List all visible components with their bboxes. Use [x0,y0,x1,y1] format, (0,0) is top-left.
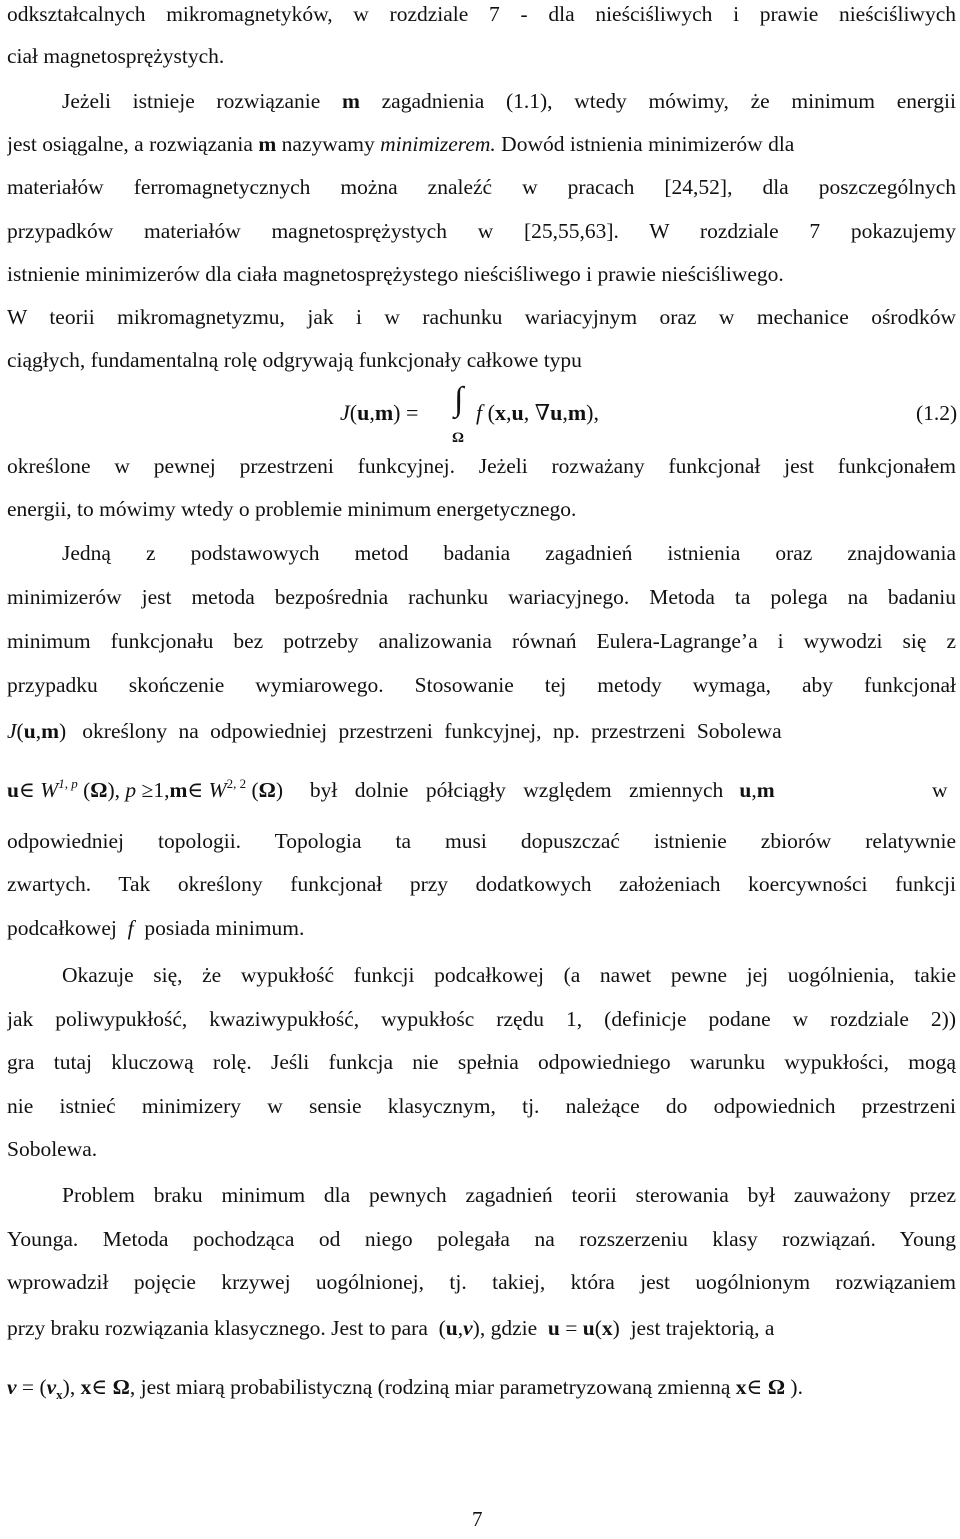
text-line: energii, to mówimy wtedy o problemie minimum energetycznego. [7,497,577,521]
text-line: gra tutaj kluczową rolę. Jeśli funkcja nie spełnia odpowiedniego warunku wypukłości, mogą [7,1050,956,1074]
text-line: istnienie minimizerów dla ciała magnetosprężystego nieściśliwego i prawie nieściśliwego. [7,262,784,286]
text-line: odpowiedniej topologii. Topologia ta musi dopuszczać istnienie zbiorów relatywnie [7,829,956,853]
text-line: J(u,m) określony na odpowiedniej przestrzeni funkcyjnej, np. przestrzeni Sobolewa [7,719,782,743]
equation-rhs: f (x,u, ∇u,m), [476,400,599,425]
text-line: minimizerów jest metoda bezpośrednia rachunku wariacyjnego. Metoda ta polega na badaniu [7,585,956,609]
equation-number: (1.2) [916,401,958,425]
text-line: jest osiągalne, a rozwiązania m nazywamy minimizerem. Dowód istnienia minimizerów dla [7,132,795,156]
text-line: ciał magnetosprężystych. [7,44,225,68]
text-line: nie istnieć minimizery w sensie klasycznym, tj. należące do odpowiednich przestrzeni [7,1094,956,1118]
text-line: minimum funkcjonału bez potrzeby analizowania równań Eulera-Lagrange’a i wywodzi się z [7,629,956,653]
text-line: zwartych. Tak określony funkcjonał przy dodatkowych założeniach koercywności funkcji [7,872,956,896]
text-line: określone w pewnej przestrzeni funkcyjnej. Jeżeli rozważany funkcjonał jest funkcjonałem [7,454,956,478]
text-line: ciągłych, fundamentalną rolę odgrywają funkcjonały całkowe typu [7,348,582,372]
text-line: wprowadził pojęcie krzywej uogólnionej, tj. takiej, która jest uogólnionym rozwiązaniem [7,1270,956,1294]
text-line: w [932,778,948,802]
text-line: odkształcalnych mikromagnetyków, w rozdziale 7 - dla nieściśliwych i prawie nieściśliwych [7,2,956,26]
text-line: Jedną z podstawowych metod badania zagadnień istnienia oraz znajdowania [62,541,956,565]
integration-domain: Ω [452,430,465,446]
text-line: Sobolewa. [7,1137,98,1161]
text-line: $\nu = (\nu_x)$, x∈ Ω, jest miarą probabilistyczną (rodziną miar parametryzowaną zmienną x∈ Ω ). [7,1375,803,1402]
equation-lhs: J(u,m) = [340,400,419,425]
page-number: 7 [472,1507,483,1531]
text-line: Problem braku minimum dla pewnych zagadnień teorii sterowania był zauważony przez [62,1183,956,1207]
text-line: materiałów ferromagnetycznych można znaleźć w pracach [24,52], dla poszczególnych [7,175,956,199]
text-line: podcałkowej f posiada minimum. [7,916,305,940]
text-line: przy braku rozwiązania klasycznego. Jest to para (u,ν), gdzie u = u(x) jest trajektorią, a [7,1316,775,1340]
integral-sign: ∫ [454,381,464,418]
text-line: W teorii mikromagnetyzmu, jak i w rachunku wariacyjnym oraz w mechanice ośrodków [7,305,956,329]
text-line: Okazuje się, że wypukłość funkcji podcałkowej (a nawet pewne jej uogólnienia, takie [62,963,956,987]
text-line: Younga. Metoda pochodząca od niego polegała na rozszerzeniu klasy rozwiązań. Young [7,1227,956,1251]
text-line: przypadku skończenie wymiarowego. Stosowanie tej metody wymaga, aby funkcjonał [7,673,956,697]
text-line: Jeżeli istnieje rozwiązanie m zagadnienia (1.1), wtedy mówimy, że minimum energii [62,89,956,113]
text-line: przypadków materiałów magnetosprężystych w [25,55,63]. W rozdziale 7 pokazujemy [7,219,956,243]
text-line: u∈ W$^{1, p}$ (Ω), p ≥1,m∈ W$^{2, 2}$ (Ω) był dolnie półciągły względem zmiennych u,m [7,776,775,802]
text-line: jak poliwypukłość, kwaziwypukłość, wypukłośc rzędu 1, (definicje podane w rozdziale 2)) [7,1007,956,1031]
